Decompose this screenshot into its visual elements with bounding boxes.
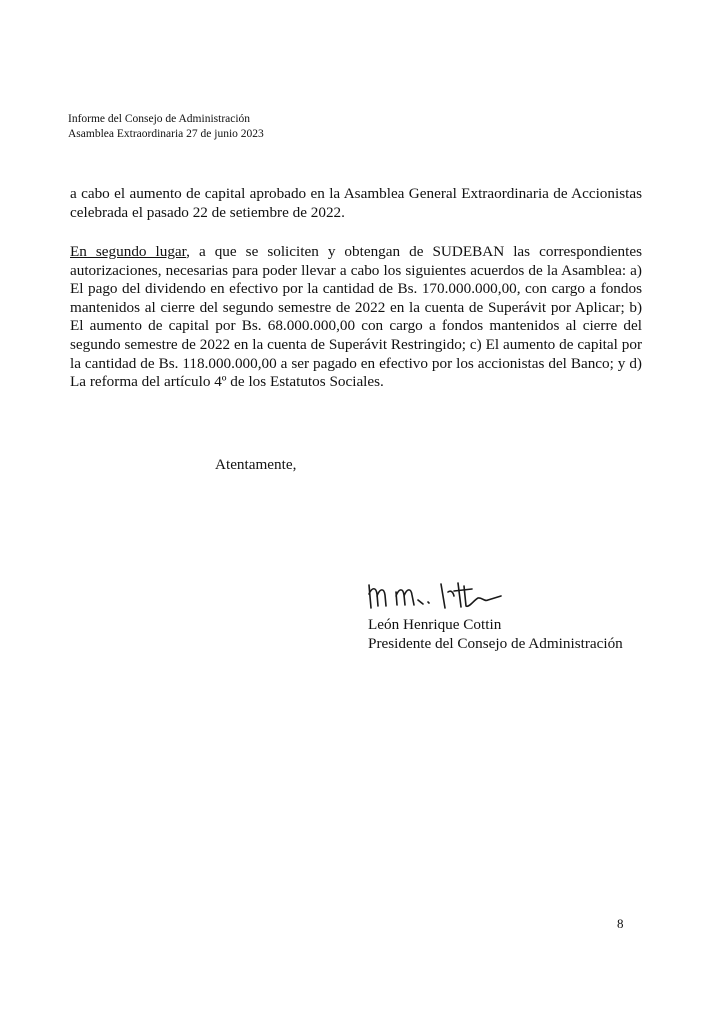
header-assembly-date: Asamblea Extraordinaria 27 de junio 2023 xyxy=(68,128,264,140)
paragraph-lead-underlined: En segundo lugar xyxy=(70,243,187,260)
signer-name: León Henrique Cottin xyxy=(368,616,502,633)
header-report-title: Informe del Consejo de Administración xyxy=(68,113,251,125)
page-number: 8 xyxy=(617,916,624,931)
signer-title: Presidente del Consejo de Administración xyxy=(368,635,623,652)
signer-block xyxy=(368,615,623,653)
paragraph-second-point xyxy=(70,243,642,392)
paragraph-capital-increase: a cabo el aumento de capital aprobado en la Asamblea General Extraordinaria de Accionistas celebrada el pasado 22 de setiembre de 2022. xyxy=(70,185,642,221)
paragraph-second-point-text: , a que se soliciten y obtengan de SUDEBAN las correspondientes autorizaciones, necesarias para poder llevar a cabo los siguientes acuerdos de la Asamblea: a) El pago del dividendo en efectivo por la cantidad de Bs. 170.000.000,00, con cargo a fondos mantenidos al cierre del segundo semestre de 2022 en la cuenta de Superávit por Aplicar; b) El aumento de capital por Bs. 68.000.000,00 con cargo a fondos mantenidos al cierre del segundo semestre de 2022 en la cuenta de Superávit Restringido; c) El aumento de capital por la cantidad de Bs. 118.000.000,00 a ser pagado en efectivo por los accionistas del Banco; y d) La reforma del artículo 4º de los Estatutos Sociales. xyxy=(70,243,643,391)
closing-salutation: Atentamente, xyxy=(215,456,297,473)
handwritten-signature xyxy=(366,578,526,618)
document-header xyxy=(68,112,264,142)
